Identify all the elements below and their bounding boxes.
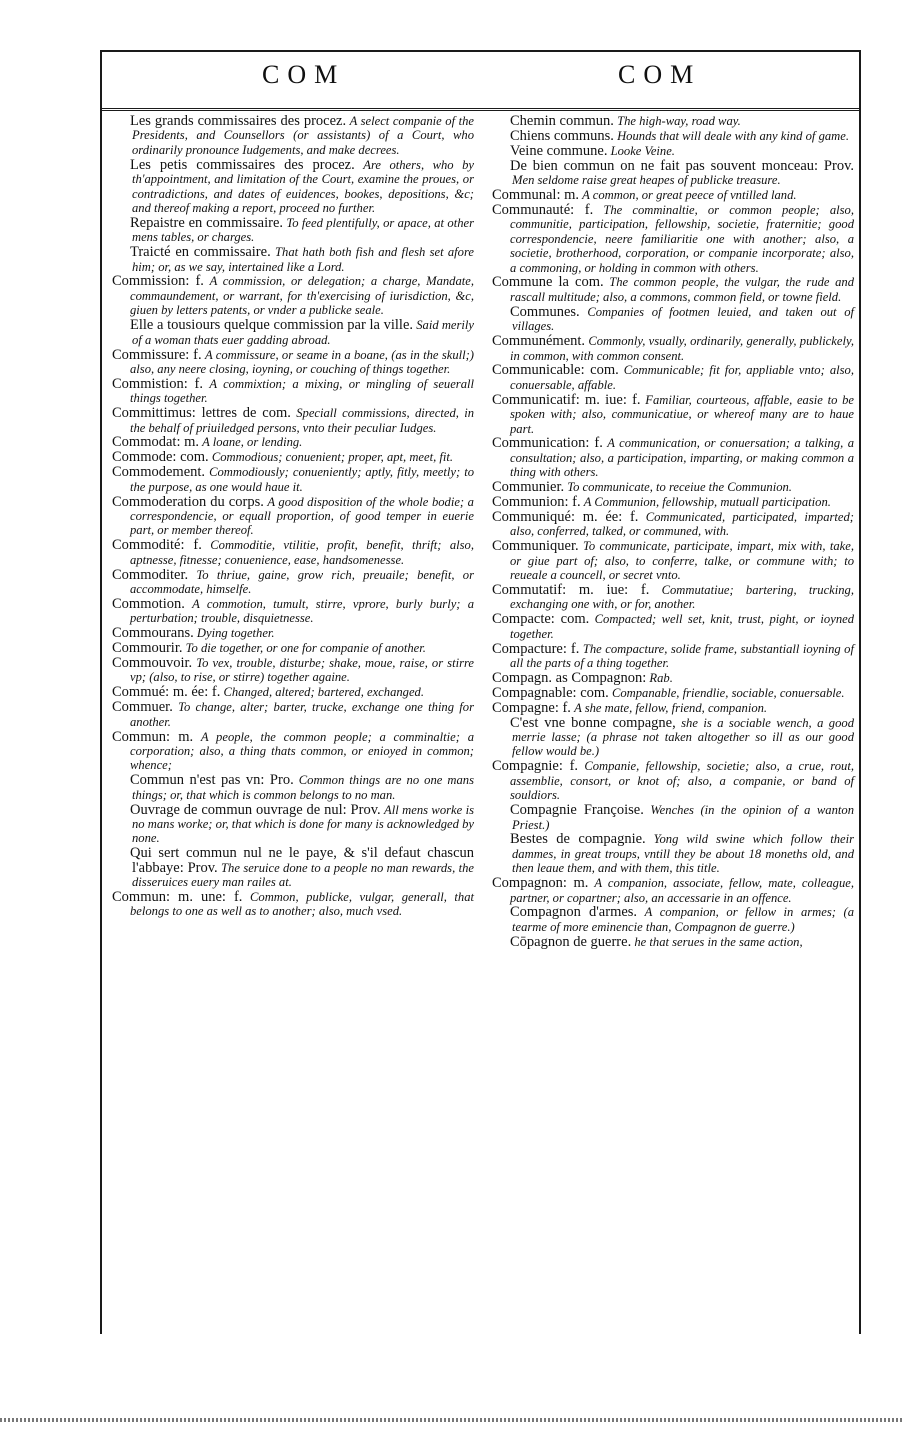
- entry-definition: Changed, altered; bartered, exchanged.: [223, 685, 424, 700]
- running-header-left: COM: [262, 60, 346, 89]
- entry-headword: Chemin commun.: [510, 113, 614, 129]
- dictionary-entry: [492, 935, 854, 949]
- dictionary-entry: [112, 216, 474, 245]
- entry-definition: A common, or great peece of vntilled land.: [582, 188, 797, 203]
- entry-headword: Commourir.: [112, 640, 183, 657]
- entry-definition: The seruice done to a people no man rewards, the disseruices euery man railes at.: [132, 860, 474, 890]
- entry-headword: Traicté en commissaire.: [130, 244, 271, 261]
- dictionary-entry: [112, 626, 474, 640]
- dictionary-entry: [492, 876, 854, 905]
- entry-definition: The compacture, solide frame, substantiall ioyning of all the parts of a thing together.: [510, 641, 854, 671]
- dictionary-entry: [112, 274, 474, 317]
- entry-headword: Qui sert commun nul ne le paye, & s'il defaut chascun l'abbaye: Prov.: [130, 845, 474, 876]
- dictionary-entry: [492, 393, 854, 436]
- dictionary-entry: [492, 305, 854, 334]
- entry-definition: A she mate, fellow, friend, companion.: [574, 700, 768, 715]
- entry-headword: Commun: m. une: f.: [112, 889, 243, 906]
- dictionary-entry: [112, 700, 474, 729]
- entry-headword: Compagnable: com.: [492, 684, 609, 701]
- dictionary-entry: [492, 363, 854, 392]
- dictionary-entry: [492, 129, 854, 143]
- dictionary-entry: [492, 114, 854, 128]
- dictionary-entry: [112, 803, 474, 846]
- entry-definition: A commissure, or seame in a boane, (as in the skull;) also, any neere closing, ioyning, or couching of things together.: [130, 347, 475, 376]
- entry-definition: A commixtion; a mixing, or mingling of seuerall things together.: [130, 376, 474, 406]
- entry-definition: A loane, or lending.: [202, 435, 303, 450]
- dictionary-entry: [112, 597, 474, 626]
- entry-headword: Communicatif: m. iue: f.: [492, 391, 641, 408]
- entry-definition: Companable, friendlie, sociable, conuersable.: [611, 685, 845, 700]
- dictionary-entry: [112, 377, 474, 406]
- dictionary-entry: [492, 686, 854, 700]
- entry-definition: Hounds that will deale with any kind of game.: [617, 128, 849, 143]
- entry-definition: Said merily of a woman thats euer gadding abroad.: [132, 318, 474, 347]
- entry-headword: Communication: f.: [492, 435, 603, 452]
- dictionary-entry: [112, 846, 474, 889]
- entry-definition: he that serues in the same action,: [634, 934, 803, 949]
- dictionary-entry: [492, 510, 854, 539]
- entry-headword: Commodement.: [112, 464, 206, 481]
- entry-definition: Wenches (in the opinion of a wanton Priest.): [512, 803, 854, 832]
- dictionary-entry: [112, 450, 474, 464]
- entry-headword: Communiqué: m. ée: f.: [492, 508, 639, 525]
- entry-headword: Communier.: [492, 479, 565, 496]
- left-column: [112, 114, 474, 919]
- dictionary-entry: [492, 275, 854, 304]
- entry-definition: Commoditie, vtilitie, profit, benefit, thrift; also, aptnesse, fitnesse; conuenience, ease, handsomenesse.: [130, 538, 474, 567]
- entry-definition: A companion, associate, fellow, mate, colleague, partner, or copartner; also, an accessarie in an offence.: [510, 876, 854, 905]
- dictionary-entry: [112, 318, 474, 347]
- entry-headword: Commuer.: [112, 699, 173, 716]
- entry-headword: Commourans.: [112, 625, 194, 642]
- entry-headword: Bestes de compagnie.: [510, 831, 646, 848]
- entry-headword: Compagn. as Compagnon:: [492, 669, 647, 686]
- entry-definition: A commission, or delegation; a charge, Mandate, commaundement, or warrant, for th'exercising of iurisdiction, &c, giuen by letters patents, or vnder a publicke seale.: [130, 274, 474, 318]
- dictionary-entry: [492, 716, 854, 759]
- dictionary-entry: [492, 803, 854, 832]
- dictionary-entry: [112, 348, 474, 377]
- dictionary-entry: [112, 495, 474, 538]
- entry-definition: Common, publicke, vulgar, generall, that belongs to one as well as to another; also, much vsed.: [130, 890, 474, 919]
- entry-headword: Cōpagnon de guerre.: [510, 933, 632, 950]
- entry-definition: Speciall commissions, directed, in the behalf of priuiledged persons, vnto their peculiar Iudges.: [130, 406, 474, 435]
- entry-definition: Commutatiue; bartering, trucking, exchanging one with, or for, another.: [510, 583, 854, 612]
- entry-definition: A communication, or conuersation; a talking, a consultation; also, a participation, imparting, or making common a thing with others.: [510, 436, 854, 480]
- entry-headword: Commotion.: [112, 595, 185, 612]
- dictionary-entry: [112, 465, 474, 494]
- entry-headword: Ouvrage de commun ouvrage de nul: Prov.: [130, 801, 381, 818]
- entry-headword: Communément.: [492, 333, 586, 350]
- entry-definition: Yong wild swine which follow their dammes, in great troups, vntill they be about 18 moneths old, and then leaue them, and with them, this title.: [512, 832, 854, 876]
- entry-headword: Compagnon d'armes.: [510, 904, 638, 921]
- entry-definition: The comminaltie, or common people; also, communitie, participation, fellowship, societie, fraternitie; good correspondencie, neere familiaritie one with another; also, a societie, brotherhood, corporation, or companie incorporate; also, a commoning, or holding in common with others.: [510, 202, 854, 275]
- entry-headword: Commode: com.: [112, 449, 209, 466]
- dictionary-entry: [112, 538, 474, 567]
- dictionary-entry: [112, 730, 474, 773]
- dictionary-entry: [492, 671, 854, 685]
- entry-definition: To die together, or one for companie of another.: [185, 641, 426, 656]
- dictionary-entry: [112, 685, 474, 699]
- entry-headword: Compagnie Françoise.: [510, 802, 644, 819]
- entry-definition: Communicated, participated, imparted; also, conferred, talked, or communed, with.: [510, 509, 854, 539]
- entry-definition: To change, alter; barter, trucke, exchange one thing for another.: [130, 700, 474, 729]
- dictionary-entry: [492, 480, 854, 494]
- entry-definition: A good disposition of the whole bodie; a correspondencie, or equall proportion, of good temper in euerie part, or member thereof.: [130, 494, 474, 538]
- entry-headword: Committimus: lettres de com.: [112, 405, 291, 422]
- entry-headword: Commune la com.: [492, 274, 604, 291]
- entry-headword: Veine commune.: [510, 142, 608, 159]
- entry-definition: All mens worke is no mans worke; or, that which is done for many is acknowledged by none.: [132, 802, 474, 846]
- entry-headword: Les grands commissaires des procez.: [130, 113, 347, 129]
- entry-headword: Commodat: m.: [112, 434, 199, 451]
- entry-headword: Commissure: f.: [112, 346, 202, 363]
- entry-definition: To thriue, gaine, grow rich, preuaile; benefit, or accommodate, himselfe.: [130, 567, 474, 596]
- entry-definition: A people, the common people; a comminaltie; a corporation; also, a thing thats common, or enioyed in common; whence;: [130, 729, 474, 773]
- entry-definition: Common things are no one mans things; or, that which is common belongs to no man.: [132, 773, 474, 802]
- entry-headword: Compagne: f.: [492, 699, 571, 716]
- entry-definition: To communicate, participate, impart, mix with, take, or giue part of; also, to conferre, talke, or commune with; to reueale a councell, or secret vnto.: [510, 539, 854, 583]
- entry-headword: Commoderation du corps.: [112, 493, 264, 510]
- dictionary-entry: [112, 656, 474, 685]
- entry-headword: Communal: m.: [492, 187, 579, 204]
- dictionary-entry: [492, 159, 854, 188]
- entry-definition: A select companie of the Presidents, and Counsellors (or assistants) of a Court, who ordinarily pronounce Iudgements, and make decrees.: [132, 114, 474, 157]
- dictionary-entry: [112, 435, 474, 449]
- entry-headword: Communauté: f.: [492, 201, 594, 218]
- entry-headword: Communiquer.: [492, 538, 579, 555]
- entry-headword: Commoditer.: [112, 566, 189, 583]
- dictionary-entry: [492, 905, 854, 934]
- entry-headword: C'est vne bonne compagne,: [510, 714, 676, 731]
- entry-headword: Elle a tousiours quelque commission par la ville.: [130, 317, 414, 334]
- entry-definition: Looke Veine.: [610, 143, 675, 158]
- scan-edge-line: [0, 1418, 902, 1422]
- entry-definition: Companies of footmen leuied, and taken out of villages.: [512, 304, 854, 334]
- dictionary-entry: [492, 701, 854, 715]
- dictionary-entry: [492, 539, 854, 582]
- dictionary-entry: [492, 144, 854, 158]
- entry-headword: Compagnie: f.: [492, 758, 579, 775]
- entry-headword: Commué: m. ée: f.: [112, 684, 221, 701]
- entry-headword: Repaistre en commissaire.: [130, 214, 284, 231]
- entry-definition: Men seldome raise great heapes of publicke treasure.: [512, 173, 781, 188]
- entry-headword: Les petis commissaires des procez.: [130, 156, 355, 173]
- entry-definition: A companion, or fellow in armes; (a tearme of more eminencie than, Compagnon de guerre.): [512, 905, 854, 934]
- entry-headword: Commun n'est pas vn: Pro.: [130, 772, 294, 789]
- entry-headword: Compacte: com.: [492, 611, 590, 628]
- entry-headword: Commodité: f.: [112, 537, 202, 554]
- dictionary-entry: [492, 203, 854, 275]
- entry-definition: Compacted; well set, knit, trust, pight, or ioyned together.: [510, 612, 854, 641]
- entry-headword: Commutatif: m. iue: f.: [492, 582, 650, 598]
- dictionary-entry: [112, 568, 474, 597]
- entry-headword: Communes.: [510, 303, 580, 320]
- entry-definition: To feed plentifully, or apace, at other mens tables, or charges.: [132, 215, 474, 245]
- entry-headword: Commouvoir.: [112, 655, 193, 672]
- dictionary-entry: [112, 641, 474, 655]
- entry-headword: De bien commun on ne fait pas souvent monceau: Prov.: [510, 157, 854, 174]
- entry-definition: Commodious; conuenient; proper, apt, meet, fit.: [211, 450, 454, 465]
- right-column: [492, 114, 854, 950]
- dictionary-entry: [492, 188, 854, 202]
- entry-definition: A commotion, tumult, stirre, vprore, burly burly; a perturbation; trouble, disquietnesse.: [130, 596, 474, 626]
- entry-definition: she is a sociable wench, a good merrie lasse; (a phrase not taken altogether so ill as our good fellow would be.): [512, 715, 854, 759]
- dictionary-entry: [492, 832, 854, 875]
- entry-definition: That hath both fish and flesh set afore him; or, as we say, intertained like a Lord.: [132, 245, 474, 274]
- entry-definition: Familiar, courteous, affable, easie to be spoken with; also, communicatiue, or whereof many are to haue part.: [510, 392, 854, 436]
- entry-definition: Rab.: [649, 670, 673, 685]
- entry-definition: Commodiously; conueniently; aptly, fitly, meetly; to the purpose, as one would haue it.: [130, 465, 474, 494]
- entry-headword: Commission: f.: [112, 273, 204, 290]
- entry-headword: Compacture: f.: [492, 640, 580, 657]
- dictionary-entry: [492, 495, 854, 509]
- entry-definition: To communicate, to receiue the Communion.: [567, 480, 792, 495]
- dictionary-entry: [112, 245, 474, 274]
- entry-definition: Are others, who by th'appointment, and limitation of the Court, examine the proues, or contradictions, and dates of euidences, bookes, depositions, &c; and thereof making a report, proceed no further.: [132, 157, 474, 215]
- dictionary-entry: [112, 406, 474, 435]
- dictionary-entry: [492, 436, 854, 479]
- entry-headword: Communicable: com.: [492, 362, 619, 379]
- dictionary-entry: [492, 642, 854, 671]
- entry-definition: The high-way, road way.: [617, 114, 741, 128]
- entry-definition: The common people, the vulgar, the rude and rascall multitude; also, a commons, common field, or towne field.: [510, 275, 854, 304]
- dictionary-entry: [492, 759, 854, 802]
- entry-definition: Commonly, vsually, ordinarily, generally, publickely, in common, with common consent.: [510, 334, 854, 363]
- entry-definition: Dying together.: [196, 626, 275, 641]
- dictionary-entry: [492, 583, 854, 612]
- running-header-right: COM: [618, 60, 702, 89]
- entry-definition: To vex, trouble, disturbe; shake, moue, raise, or stirre vp; (also, to rise, or stirre) together againe.: [130, 656, 475, 685]
- dictionary-entry: [112, 158, 474, 216]
- dictionary-entry: [112, 114, 474, 157]
- entry-definition: A Communion, fellowship, mutuall participation.: [583, 495, 831, 510]
- dictionary-entry: [492, 612, 854, 641]
- entry-headword: Commistion: f.: [112, 375, 203, 392]
- entry-definition: Communicable; fit for, appliable vnto; also, conuersable, affable.: [510, 363, 854, 392]
- dictionary-entry: [112, 773, 474, 802]
- entry-headword: Commun: m.: [112, 728, 194, 745]
- entry-headword: Compagnon: m.: [492, 875, 589, 892]
- entry-headword: Communion: f.: [492, 494, 581, 511]
- dictionary-entry: [112, 890, 474, 919]
- dictionary-entry: [492, 334, 854, 363]
- entry-headword: Chiens communs.: [510, 127, 614, 144]
- entry-definition: Companie, fellowship, societie; also, a crue, rout, assemblie, consort, or knot of; also, a companie, or band of souldiors.: [510, 759, 854, 803]
